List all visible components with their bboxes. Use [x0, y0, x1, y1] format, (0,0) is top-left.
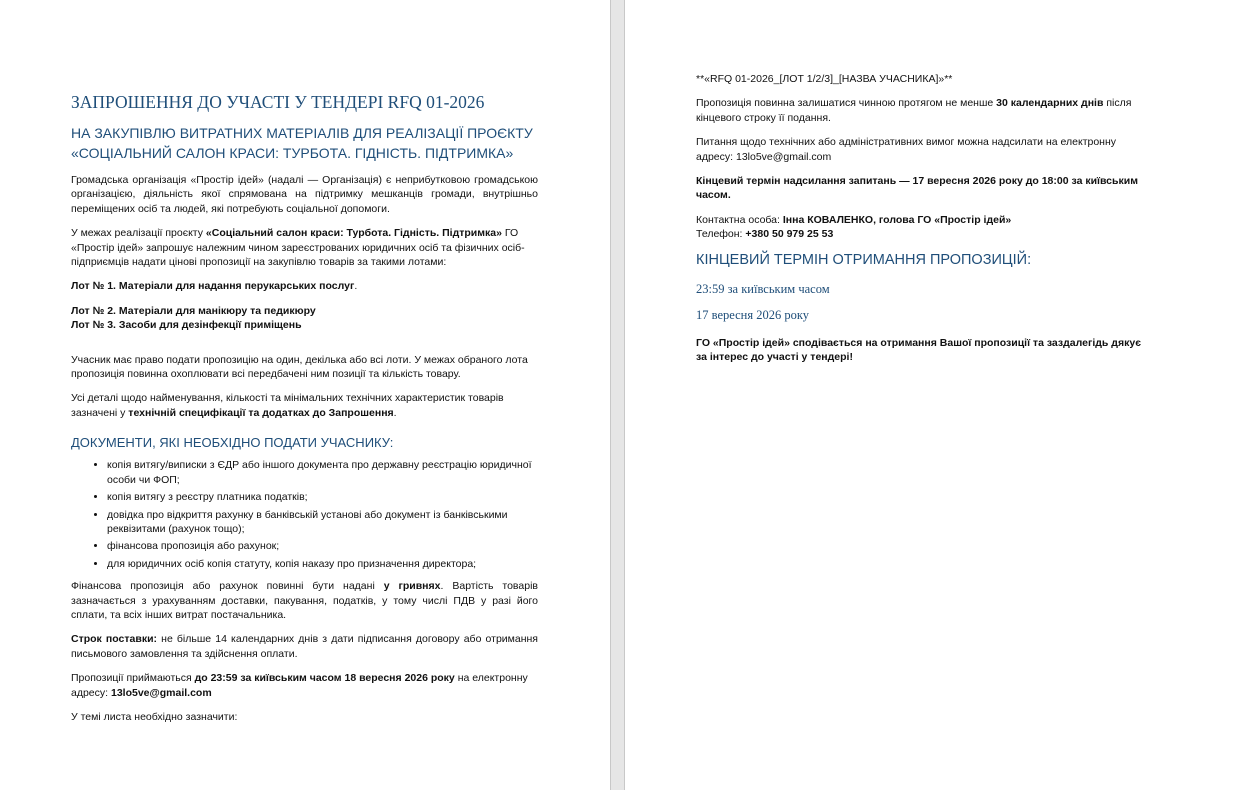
- documents-heading: ДОКУМЕНТИ, ЯКІ НЕОБХІДНО ПОДАТИ УЧАСНИКУ:: [71, 435, 394, 451]
- deadline-date: 17 вересня 2026 року: [696, 307, 809, 322]
- participant-paragraph: Учасник має право подати пропозицію на один, декілька або всі лоти. У межах обраного лота пропозиція повинна охоплювати всі передбачені ним позиції та кількість товару.: [71, 353, 528, 381]
- lot-2: Лот № 2. Матеріали для манікюру та педикюру: [71, 304, 316, 317]
- validity-paragraph: Пропозиція повинна залишатися чинною протягом не менше 30 календарних днів після кінцевого строку її подання.: [696, 97, 1132, 124]
- email-address: 13lo5ve@gmail.com: [735, 150, 832, 163]
- spacer: [71, 333, 538, 353]
- lot-3: Лот № 3. Засоби для дезінфекції приміщень: [71, 319, 302, 332]
- questions-deadline: Кінцевий термін надсилання запитань — 17 вересня 2026 року до 18:00 за київським часом.: [696, 175, 1138, 202]
- list-item: • фінансова пропозиція або рахунок;: [107, 539, 538, 553]
- deadline-heading: КІНЦЕВИЙ ТЕРМІН ОТРИМАННЯ ПРОПОЗИЦІЙ:: [696, 251, 1032, 268]
- contact-block: Контактна особа: Інна КОВАЛЕНКО, голова ГО «Простір ідей» Телефон: +380 50 979 25 53: [696, 213, 1012, 241]
- delivery-paragraph: Строк поставки: не більше 14 календарних днів з дати підписання договору або отримання письмового замовлення та здійснення оплати.: [71, 633, 538, 660]
- subject-note: У темі листа необхідно зазначити:: [71, 710, 238, 723]
- project-paragraph: У межах реалізації проєкту «Соціальний салон краси: Турбота. Гідність. Підтримка» ГО «Простір ідей» запрошує належним чином зареєстрованих юридичних осіб та фізичних осіб-підприємців надати цінові пропозиції на закупівлю товарів за такими лотами:: [71, 227, 525, 269]
- document-title: ЗАПРОШЕННЯ ДО УЧАСТІ У ТЕНДЕРІ RFQ 01-2026: [71, 92, 485, 112]
- closing-paragraph: ГО «Простір ідей» сподівається на отримання Вашої пропозиції та заздалегідь дякує за інтерес до участі у тендері!: [696, 336, 1141, 364]
- financial-paragraph: Фінансова пропозиція або рахунок повинні бути надані у гривнях. Вартість товарів зазначається з урахуванням доставки, пакування, податків, у тому числі ПДВ у разі його сплати, та всіх інших витрат постачальника.: [71, 580, 538, 621]
- phone-number: +380 50 979 25 53: [745, 228, 834, 241]
- list-item: • для юридичних осіб копія статуту, копія наказу про призначення директора;: [107, 557, 538, 571]
- list-item: • довідка про відкриття рахунку в банківській установі або документ із банківськими реквізитами (рахунок тощо);: [107, 508, 538, 537]
- intro-paragraph: Громадська організація «Простір ідей» (надалі — Організація) є неприбутковою громадською організацією, діяльність якої спрямована на підтримку мешканців громади, внутрішньо переміщених осіб та людей, які потребують соціальної допомоги.: [71, 174, 538, 215]
- details-paragraph: Усі деталі щодо найменування, кількості та мінімальних технічних характеристик товарів зазначені у технічній специфікації та додатках до Запрошення.: [71, 392, 504, 419]
- document-page-2: [625, 0, 1233, 790]
- list-item: • копія витягу/виписки з ЄДР або іншого документа про державну реєстрацію юридичної особи чи ФОП;: [107, 458, 538, 487]
- email-address: 13lo5ve@gmail.com: [110, 686, 212, 699]
- document-subtitle: НА ЗАКУПІВЛЮ ВИТРАТНИХ МАТЕРІАЛІВ ДЛЯ РЕАЛІЗАЦІЇ ПРОЄКТУ «СОЦІАЛЬНИЙ САЛОН КРАСИ: ТУРБОТА. ГІДНІСТЬ. ПІДТРИМКА»: [71, 125, 533, 161]
- documents-list: [71, 458, 538, 571]
- deadline-time: 23:59 за київським часом: [696, 281, 830, 296]
- list-item: • копія витягу з реєстру платника податків;: [107, 490, 538, 504]
- questions-paragraph: Питання щодо технічних або адміністративних вимог можна надсилати на електронну адресу: 13lo5ve@gmail.com: [696, 136, 1117, 163]
- email-subject-format: **«RFQ 01-2026_[ЛОТ 1/2/3]_[НАЗВА УЧАСНИКА]»**: [696, 73, 953, 85]
- lot-1: Лот № 1. Матеріали для надання перукарських послуг.: [71, 280, 358, 293]
- page-divider: [610, 0, 611, 790]
- acceptance-paragraph: Пропозиції приймаються до 23:59 за київським часом 18 вересня 2026 року на електронну адресу: 13lo5ve@gmail.com: [71, 672, 528, 699]
- document-page-1: [0, 0, 610, 790]
